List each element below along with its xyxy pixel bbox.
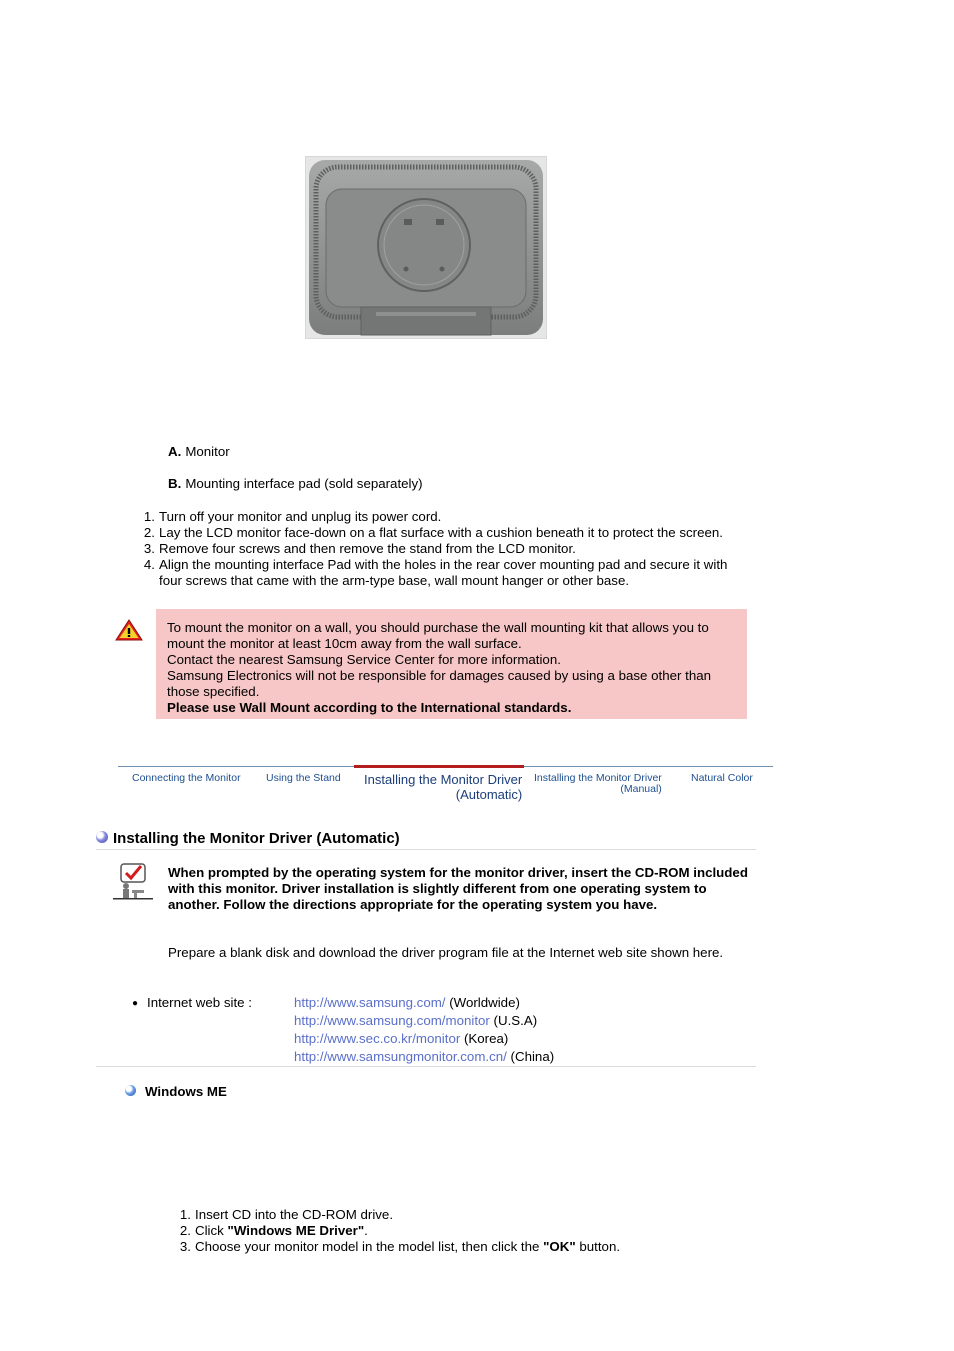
list-item: 1. Insert CD into the CD-ROM drive. xyxy=(179,1207,394,1222)
bullet-dot-icon: ● xyxy=(132,998,139,1009)
section-title: Installing the Monitor Driver (Automatic) xyxy=(113,830,400,847)
website-row: http://www.samsungmonitor.com.cn/ (China) xyxy=(294,1049,555,1064)
list-item: 4. Align the mounting interface Pad with the holes in the rear cover mounting pad and secure it with four screws that came with the arm-type base, wall mount hanger or other base. xyxy=(143,557,728,588)
label-b: B. Mounting interface pad (sold separately) xyxy=(168,476,423,491)
mounting-steps-list xyxy=(143,509,751,589)
link-samsung-worldwide[interactable]: http://www.samsung.com/ xyxy=(294,995,446,1010)
windows-me-steps xyxy=(179,1207,755,1255)
list-item: 2. Click "Windows ME Driver". xyxy=(179,1223,368,1238)
active-tab-indicator xyxy=(354,765,524,768)
list-item: 1. Turn off your monitor and unplug its power cord. xyxy=(143,509,442,524)
caution-text: To mount the monitor on a wall, you should purchase the wall mounting kit that allows you to mount the monitor at least 10cm away from the wall surface. Contact the nearest Samsung Service Center for more information. Samsung Electronics will not be responsible for damages caused by using a base other than those specified. Please use Wall Mount according to the International standards. xyxy=(167,620,712,715)
link-samsung-usa[interactable]: http://www.samsung.com/monitor xyxy=(294,1013,490,1028)
monitor-back-image xyxy=(305,156,547,339)
website-row: http://www.sec.co.kr/monitor (Korea) xyxy=(294,1031,509,1046)
bullet-sphere-icon xyxy=(125,1085,136,1096)
tab-driver-automatic[interactable]: Installing the Monitor Driver (Automatic) xyxy=(364,772,523,802)
download-instructions: Prepare a blank disk and download the driver program file at the Internet web site shown here. xyxy=(168,945,724,960)
tab-driver-manual[interactable]: Installing the Monitor Driver (Manual) xyxy=(534,772,662,795)
tab-natural-color[interactable]: Natural Color xyxy=(691,772,753,784)
label-a: A. Monitor xyxy=(168,444,230,459)
divider xyxy=(96,849,756,850)
tab-using-stand[interactable]: Using the Stand xyxy=(266,772,341,784)
link-sec-korea[interactable]: http://www.sec.co.kr/monitor xyxy=(294,1031,461,1046)
list-item: 3. Choose your monitor model in the model list, then click the "OK" button. xyxy=(179,1239,621,1254)
windows-me-heading: Windows ME xyxy=(145,1084,227,1099)
website-row: http://www.samsung.com/monitor (U.S.A) xyxy=(294,1013,538,1028)
section-tabs xyxy=(118,765,773,807)
website-row: http://www.samsung.com/ (Worldwide) xyxy=(294,995,520,1010)
website-links xyxy=(294,994,554,1066)
link-samsung-china[interactable]: http://www.samsungmonitor.com.cn/ xyxy=(294,1049,507,1064)
warning-icon xyxy=(115,619,143,644)
list-item: 3. Remove four screws and then remove the stand from the LCD monitor. xyxy=(143,541,576,556)
web-site-label: Internet web site : xyxy=(147,995,252,1010)
checklist-icon xyxy=(112,863,154,900)
list-item: 2. Lay the LCD monitor face-down on a flat surface with a cushion beneath it to protect the screen. xyxy=(143,525,723,540)
divider xyxy=(96,1066,756,1067)
driver-prompt-notice: When prompted by the operating system for the monitor driver, insert the CD-ROM included with this monitor. Driver installation is slightly different from one operating system to another. Follow the directions appropriate for the operating system you have. xyxy=(168,865,748,912)
bullet-sphere-icon xyxy=(96,831,108,843)
tab-connecting-monitor[interactable]: Connecting the Monitor xyxy=(132,772,241,784)
